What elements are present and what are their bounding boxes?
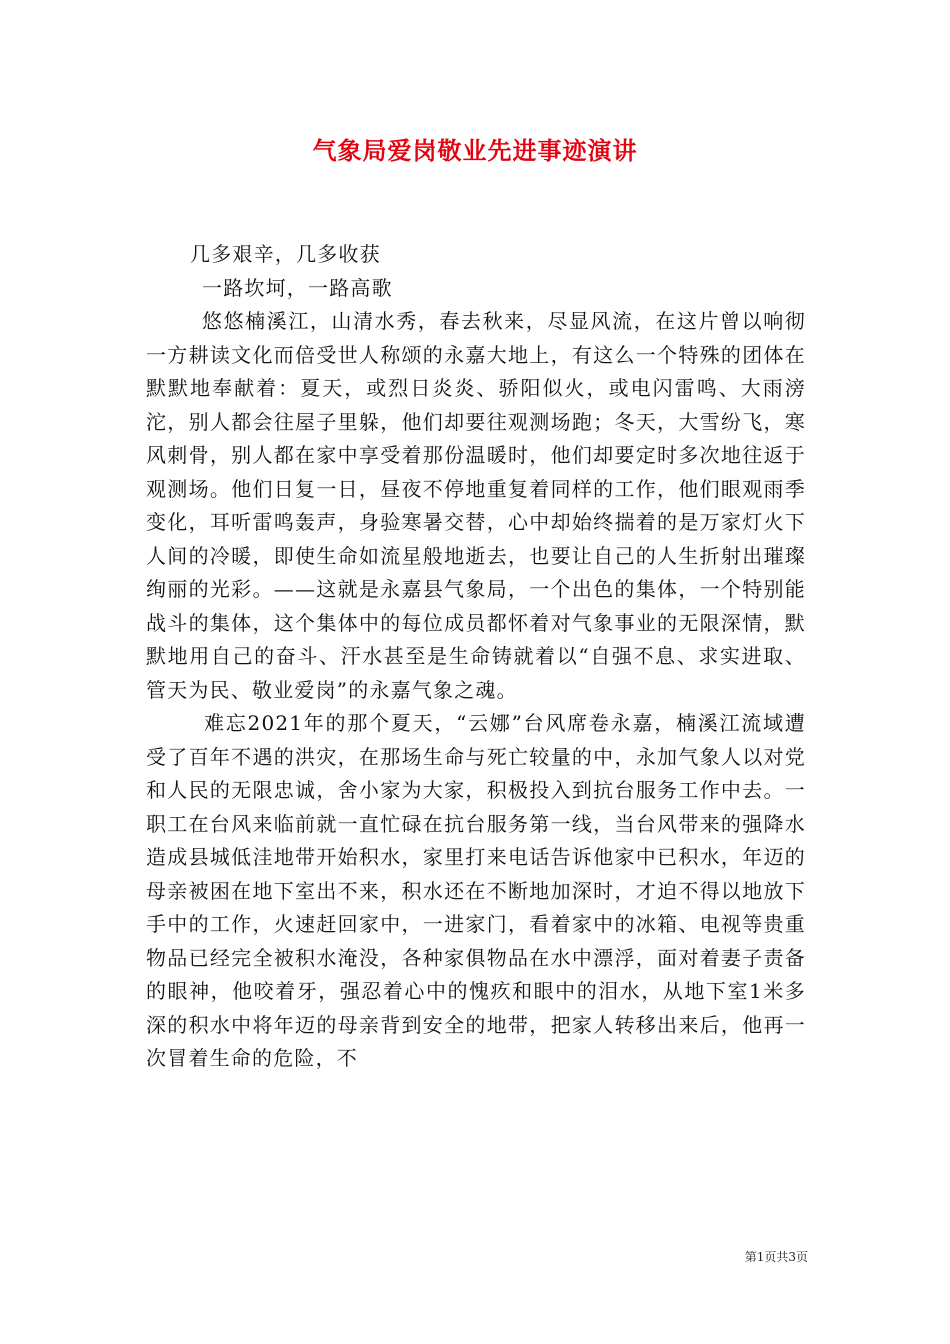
page-number-footer: 第1页共3页 [744, 1250, 808, 1264]
document-body [146, 238, 806, 1076]
paragraph-2: 难忘2021年的那个夏天，“云娜”台风席卷永嘉，楠溪江流域遭受了百年不遇的洪灾，在那场生命与死亡较量的中，永加气象人以对党和人民的无限忠诚，舍小家为大家，积极投入到抗台服务工作中去。一职工在台风来临前就一直忙碌在抗台服务第一线，当台风带来的强降水造成县城低洼地带开始积水，家里打来电话告诉他家中已积水，年迈的母亲被困在地下室出不来，积水还在不断地加深时，才迫不得以地放下手中的工作，火速赶回家中，一进家门，看着家中的冰箱、电视等贵重物品已经完全被积水淹没，各种家俱物品在水中漂浮，面对着妻子责备的眼神，他咬着牙，强忍着心中的愧疚和眼中的泪水，从地下室1米多深的积水中将年迈的母亲背到安全的地带，把家人转移出来后，他再一次冒着生命的危险，不 [146, 711, 806, 1070]
subtitle-line-1: 几多艰辛，几多收获 [190, 242, 381, 266]
document-title: 气象局爱岗敬业先进事迹演讲 [312, 137, 638, 165]
subtitle-line-2: 一路坎坷，一路高歌 [202, 275, 393, 300]
paragraph-1: 悠悠楠溪江，山清水秀，春去秋来，尽显风流，在这片曾以响彻一方耕读文化而倍受世人称颂的永嘉大地上，有这么一个特殊的团体在默默地奉献着：夏天，或烈日炎炎、骄阳似火，或电闪雷鸣、大雨滂沱，别人都会往屋子里躲，他们却要往观测场跑；冬天，大雪纷飞，寒风刺骨，别人都在家中享受着那份温暖时，他们却要定时多次地往返于观测场。他们日复一日，昼夜不停地重复着同样的工作，他们眼观雨季变化，耳听雷鸣轰声，身验寒暑交替，心中却始终揣着的是万家灯火下人间的冷暖，即使生命如流星般地逝去，也要让自己的人生折射出璀璨绚丽的光彩。——这就是永嘉县气象局，一个出色的集体，一个特别能战斗的集体，这个集体中的每位成员都怀着对气象事业的无限深情，默默地用自己的奋斗、汗水甚至是生命铸就着以“自强不息、求实进取、管天为民、敬业爱岗”的永嘉气象之魂。 [146, 309, 806, 702]
